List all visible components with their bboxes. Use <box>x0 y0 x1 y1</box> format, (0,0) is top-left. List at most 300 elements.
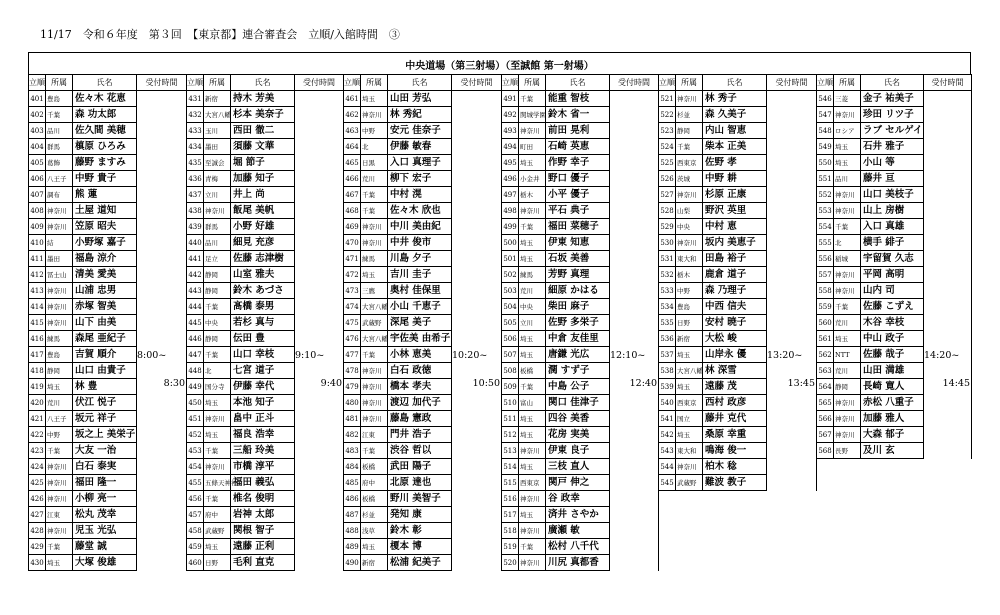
affiliation: 神奈川 <box>204 459 231 475</box>
order-number: 418 <box>29 363 46 379</box>
affiliation: 神奈川 <box>834 107 861 123</box>
affiliation: 神奈川 <box>519 555 546 571</box>
order-number: 473 <box>344 283 361 299</box>
affiliation: 墨田 <box>204 139 231 155</box>
order-number: 530 <box>659 235 676 251</box>
affiliation: 荒川 <box>46 395 73 411</box>
participant-name <box>546 459 610 475</box>
affiliation: 神奈川 <box>46 203 73 219</box>
order-number: 453 <box>187 443 204 459</box>
venue-frame <box>28 52 971 74</box>
participant-name <box>231 443 295 459</box>
order-number: 531 <box>659 251 676 267</box>
affiliation: 神奈川 <box>834 283 861 299</box>
participant-name <box>703 219 767 235</box>
affiliation: 神奈川 <box>46 315 73 331</box>
affiliation: 品川 <box>204 235 231 251</box>
participant-name-text: 及川 玄 <box>863 444 895 456</box>
affiliation: 葛飾 <box>46 155 73 171</box>
column-header-num: 立順 <box>187 75 204 91</box>
column-header-time: 受付時間 <box>610 75 659 91</box>
order-number: 533 <box>659 283 676 299</box>
participant-name-text: 小柳 亮一 <box>75 492 117 504</box>
participant-name <box>231 395 295 411</box>
affiliation: 町田 <box>519 139 546 155</box>
participant-name-text: 中島 公子 <box>548 380 590 392</box>
column-header-aff: 所属 <box>361 75 388 91</box>
participant-name-text: 中野 貴子 <box>75 172 117 184</box>
order-number: 526 <box>659 171 676 187</box>
affiliation: 西東京 <box>519 475 546 491</box>
participant-name <box>73 187 137 203</box>
participant-name-text: 白石 泰実 <box>75 460 117 472</box>
table-row <box>344 91 502 107</box>
affiliation: 埼玉 <box>46 379 73 395</box>
affiliation: 神奈川 <box>519 491 546 507</box>
order-number: 524 <box>659 139 676 155</box>
participant-name <box>703 267 767 283</box>
venue-title: 中央道場（第三射場）（至誠館 第一射場） <box>405 61 594 72</box>
affiliation: 大宮八幡 <box>204 107 231 123</box>
affiliation: 豊島 <box>46 91 73 107</box>
participant-name-text: 山口 美枝子 <box>863 188 914 200</box>
order-number: 423 <box>29 443 46 459</box>
participant-name-text: 土屋 道知 <box>75 204 117 216</box>
affiliation: 品川 <box>46 123 73 139</box>
order-number: 492 <box>502 107 519 123</box>
participant-name <box>546 523 610 539</box>
participant-name <box>388 315 452 331</box>
participant-name <box>388 539 452 555</box>
participant-name <box>231 235 295 251</box>
order-number: 458 <box>187 523 204 539</box>
affiliation: 神奈川 <box>834 187 861 203</box>
reception-start-time: 9:10~ <box>295 350 325 361</box>
participant-name <box>703 107 767 123</box>
participant-name-text: 遠藤 正利 <box>233 540 275 552</box>
affiliation: 群馬 <box>204 219 231 235</box>
participant-name-text: 佐藤 哉子 <box>863 348 905 360</box>
participant-name <box>73 283 137 299</box>
order-number: 422 <box>29 427 46 443</box>
affiliation: 荒川 <box>519 283 546 299</box>
affiliation: 埼玉 <box>519 235 546 251</box>
participant-name-text: 難波 教子 <box>705 476 747 488</box>
order-number: 468 <box>344 203 361 219</box>
affiliation: 神奈川 <box>519 443 546 459</box>
affiliation: 江東 <box>46 507 73 523</box>
participant-name-text: 伊東 知恵 <box>548 236 590 248</box>
order-number: 488 <box>344 523 361 539</box>
affiliation: 神奈川 <box>361 107 388 123</box>
affiliation: 埼玉 <box>361 91 388 107</box>
affiliation: ロシア <box>834 123 861 139</box>
affiliation: 神奈川 <box>834 395 861 411</box>
column-header-time: 受付時間 <box>295 75 344 91</box>
participant-name-text: 細原 かはる <box>548 284 599 296</box>
participant-name <box>73 475 137 491</box>
participant-name-text: 白石 政徳 <box>390 364 432 376</box>
reception-start-time: 12:10~ <box>610 350 646 361</box>
participant-name <box>231 507 295 523</box>
order-number: 436 <box>187 171 204 187</box>
participant-name <box>73 363 137 379</box>
column-header-num: 立順 <box>659 75 676 91</box>
order-number: 402 <box>29 107 46 123</box>
participant-name <box>861 219 924 235</box>
affiliation: 練馬 <box>361 251 388 267</box>
column-header-num: 立順 <box>817 75 834 91</box>
order-number: 483 <box>344 443 361 459</box>
affiliation: 練馬 <box>46 331 73 347</box>
order-number: 545 <box>659 475 676 491</box>
participant-name <box>231 251 295 267</box>
order-number: 512 <box>502 427 519 443</box>
participant-name <box>231 475 295 491</box>
affiliation: 千葉 <box>834 299 861 315</box>
order-number: 430 <box>29 555 46 571</box>
order-number: 419 <box>29 379 46 395</box>
participant-name <box>388 187 452 203</box>
order-number: 518 <box>502 523 519 539</box>
affiliation: 荒川 <box>361 171 388 187</box>
affiliation: 三菱 <box>834 91 861 107</box>
participant-name <box>73 315 137 331</box>
order-number: 401 <box>29 91 46 107</box>
affiliation: 埼玉 <box>834 155 861 171</box>
affiliation: 墨田 <box>46 251 73 267</box>
participant-name-text: 花房 実美 <box>548 428 590 440</box>
reception-start-time: 14:20~ <box>924 350 960 361</box>
affiliation: 西東京 <box>676 155 703 171</box>
participant-name-text: 横手 緋子 <box>863 236 905 248</box>
participant-name-text: 松村 八千代 <box>548 540 599 552</box>
participant-name-text: 宇留賀 久志 <box>863 252 914 264</box>
affiliation: 千葉 <box>46 443 73 459</box>
participant-name-text: 岩神 太郎 <box>233 508 275 520</box>
participant-name-text: 能重 智枝 <box>548 92 590 104</box>
order-number: 511 <box>502 411 519 427</box>
participant-name-text: 川尻 真都香 <box>548 556 599 568</box>
affiliation: 中野 <box>676 283 703 299</box>
participant-name <box>388 235 452 251</box>
affiliation: 神奈川 <box>676 91 703 107</box>
order-number: 432 <box>187 107 204 123</box>
participant-name <box>231 155 295 171</box>
participant-name-text: 福田 義弘 <box>233 476 275 488</box>
participant-name-text: 遠藤 茂 <box>705 380 737 392</box>
participant-name-text: 椎名 俊明 <box>233 492 275 504</box>
participant-name <box>703 427 767 443</box>
participant-name <box>73 347 137 363</box>
affiliation: 神奈川 <box>361 363 388 379</box>
participant-name <box>861 443 924 459</box>
participant-name-text: 山室 雅夫 <box>233 268 275 280</box>
participant-name-text: 関戸 伸之 <box>548 476 590 488</box>
affiliation: 埼玉 <box>361 539 388 555</box>
order-number: 546 <box>817 91 834 107</box>
order-number: 561 <box>817 331 834 347</box>
participant-name <box>231 539 295 555</box>
affiliation: 山梨 <box>676 203 703 219</box>
participant-name <box>231 427 295 443</box>
order-number: 413 <box>29 283 46 299</box>
order-number: 502 <box>502 267 519 283</box>
participant-name-text: 本池 知子 <box>233 396 275 408</box>
order-number: 427 <box>29 507 46 523</box>
affiliation: 千葉 <box>519 91 546 107</box>
order-number: 497 <box>502 187 519 203</box>
affiliation: 三鷹 <box>361 283 388 299</box>
order-number: 563 <box>817 363 834 379</box>
participant-name-text: 畠中 正斗 <box>233 412 275 424</box>
order-number: 471 <box>344 251 361 267</box>
participant-name <box>388 395 452 411</box>
order-number: 439 <box>187 219 204 235</box>
order-number: 486 <box>344 491 361 507</box>
order-number: 556 <box>817 251 834 267</box>
order-number: 507 <box>502 347 519 363</box>
affiliation: 千葉 <box>46 107 73 123</box>
column-header-aff: 所属 <box>676 75 703 91</box>
participant-name-text: 福良 浩幸 <box>233 428 275 440</box>
order-number: 405 <box>29 155 46 171</box>
affiliation: 杉並 <box>361 507 388 523</box>
participant-name <box>861 267 924 283</box>
order-number: 450 <box>187 395 204 411</box>
affiliation: 豊島 <box>676 299 703 315</box>
participant-name-text: 鹿倉 道子 <box>705 268 747 280</box>
participant-name <box>861 139 924 155</box>
column-header-time: 受付時間 <box>767 75 817 91</box>
participant-name-text: 石崎 英恵 <box>548 140 590 152</box>
participant-name <box>546 475 610 491</box>
order-number: 568 <box>817 443 834 459</box>
order-number: 505 <box>502 315 519 331</box>
affiliation: 小金井 <box>519 171 546 187</box>
participant-name <box>546 267 610 283</box>
affiliation: 千葉 <box>676 139 703 155</box>
participant-name <box>546 107 610 123</box>
order-number: 504 <box>502 299 519 315</box>
participant-name-text: 持木 芳美 <box>233 92 275 104</box>
order-number: 503 <box>502 283 519 299</box>
participant-name <box>231 123 295 139</box>
order-number: 537 <box>659 347 676 363</box>
participant-name-text: 杉本 美奈子 <box>233 108 284 120</box>
affiliation: 埼玉 <box>676 379 703 395</box>
participant-name <box>861 427 924 443</box>
order-number: 517 <box>502 507 519 523</box>
participant-name <box>861 347 924 363</box>
affiliation: 神奈川 <box>834 427 861 443</box>
participant-name <box>861 283 924 299</box>
order-number: 456 <box>187 491 204 507</box>
affiliation: 冨士山 <box>46 267 73 283</box>
participant-name <box>231 555 295 571</box>
affiliation: 神奈川 <box>834 411 861 427</box>
affiliation: 豊島 <box>46 347 73 363</box>
affiliation: 府中 <box>204 507 231 523</box>
order-number: 544 <box>659 459 676 475</box>
order-number: 410 <box>29 235 46 251</box>
participant-name <box>703 331 767 347</box>
affiliation: 中野 <box>46 427 73 443</box>
affiliation: 神奈川 <box>361 411 388 427</box>
participant-name-text: 三船 玲美 <box>233 444 275 456</box>
affiliation: 八王子 <box>46 171 73 187</box>
participant-name-text: 山口 由貴子 <box>75 364 126 376</box>
participant-name-text: 髙橋 泰男 <box>233 300 275 312</box>
order-number: 415 <box>29 315 46 331</box>
affiliation: 北 <box>834 235 861 251</box>
participant-name-text: 宇佐美 由希子 <box>390 332 451 344</box>
schedule-block <box>186 74 343 571</box>
participant-name-text: 野口 優子 <box>548 172 590 184</box>
participant-name-text: 毛利 直克 <box>233 556 275 568</box>
affiliation: 中央 <box>204 315 231 331</box>
participant-name-text: 鈴木 あづさ <box>233 284 284 296</box>
participant-name-text: 柳下 宏子 <box>390 172 432 184</box>
order-number: 554 <box>817 219 834 235</box>
order-number: 437 <box>187 187 204 203</box>
affiliation: 日野 <box>204 555 231 571</box>
table-row <box>817 91 972 107</box>
participant-name-text: 若杉 真与 <box>233 316 275 328</box>
order-number: 519 <box>502 539 519 555</box>
affiliation: 大宮八幡 <box>676 363 703 379</box>
order-number: 516 <box>502 491 519 507</box>
participant-name-text: 柏木 稔 <box>705 460 737 472</box>
order-number: 431 <box>187 91 204 107</box>
participant-name <box>546 379 610 395</box>
participant-name <box>861 107 924 123</box>
table-row <box>659 91 817 107</box>
participant-name-text: 川島 夕子 <box>390 252 432 264</box>
order-number: 482 <box>344 427 361 443</box>
participant-name-text: 山口 幸枝 <box>233 348 275 360</box>
participant-name-text: 長崎 寛人 <box>863 380 905 392</box>
participant-name-text: 済井 さやか <box>548 508 599 520</box>
affiliation: 板橋 <box>361 459 388 475</box>
order-number: 447 <box>187 347 204 363</box>
participant-name <box>73 251 137 267</box>
participant-name <box>388 107 452 123</box>
participant-name <box>388 443 452 459</box>
participant-name-text: 森尾 亜紀子 <box>75 332 126 344</box>
order-number: 469 <box>344 219 361 235</box>
participant-name-text: 作野 幸子 <box>548 156 590 168</box>
participant-name <box>388 139 452 155</box>
participant-name-text: 市橋 淳平 <box>233 460 275 472</box>
participant-name-text: 大塚 俊雄 <box>75 556 117 568</box>
participant-name <box>73 331 137 347</box>
participant-name <box>546 427 610 443</box>
order-number: 528 <box>659 203 676 219</box>
order-number: 525 <box>659 155 676 171</box>
participant-name-text: 西村 政彦 <box>705 396 747 408</box>
participant-name <box>703 283 767 299</box>
affiliation: 静岡 <box>834 379 861 395</box>
participant-name-text: 関根 智子 <box>233 524 275 536</box>
participant-name-text: 廣瀬 敏 <box>548 524 580 536</box>
affiliation: 関城学園 <box>519 107 546 123</box>
participant-name <box>546 155 610 171</box>
order-number: 446 <box>187 331 204 347</box>
participant-name <box>546 187 610 203</box>
affiliation: 神奈川 <box>519 523 546 539</box>
participant-name <box>231 411 295 427</box>
participant-name-text: 森 乃理子 <box>705 284 747 296</box>
order-number: 411 <box>29 251 46 267</box>
column-header-name: 氏名 <box>546 75 610 91</box>
participant-name <box>861 235 924 251</box>
participant-name-text: 内山 智恵 <box>705 124 747 136</box>
participant-name-text: 桑原 幸重 <box>705 428 747 440</box>
participant-name-text: 林 秀紀 <box>390 108 422 120</box>
participant-name-text: 野沢 英里 <box>705 204 747 216</box>
order-number: 448 <box>187 363 204 379</box>
participant-name-text: 小野 好雄 <box>233 220 275 232</box>
order-number: 536 <box>659 331 676 347</box>
order-number: 445 <box>187 315 204 331</box>
participant-name <box>546 331 610 347</box>
participant-name <box>231 203 295 219</box>
participant-name-text: 坂之上 美栄子 <box>75 428 136 440</box>
participant-name <box>73 443 137 459</box>
participant-name <box>231 219 295 235</box>
participant-name-text: 珍田 リツ子 <box>863 108 914 120</box>
participant-name <box>231 283 295 299</box>
affiliation: 大宮八幡 <box>361 331 388 347</box>
order-number: 501 <box>502 251 519 267</box>
participant-name-text: 加藤 雅人 <box>863 412 905 424</box>
order-number: 541 <box>659 411 676 427</box>
affiliation: 神奈川 <box>204 411 231 427</box>
order-number: 475 <box>344 315 361 331</box>
participant-name-text: 金子 祐美子 <box>863 92 914 104</box>
affiliation: 千葉 <box>361 347 388 363</box>
participant-name-text: 佐々木 欣也 <box>390 204 441 216</box>
affiliation: 埼玉 <box>204 427 231 443</box>
order-number: 454 <box>187 459 204 475</box>
participant-name <box>861 203 924 219</box>
affiliation: 埼玉 <box>361 267 388 283</box>
participant-name <box>388 411 452 427</box>
participant-name <box>703 187 767 203</box>
affiliation: 日野 <box>676 315 703 331</box>
participant-name <box>861 171 924 187</box>
order-number: 496 <box>502 171 519 187</box>
affiliation: 千葉 <box>519 379 546 395</box>
schedule-table <box>343 74 502 571</box>
participant-name <box>73 219 137 235</box>
participant-name-text: 藤井 亘 <box>863 172 895 184</box>
order-number: 416 <box>29 331 46 347</box>
affiliation: 神奈川 <box>361 379 388 395</box>
participant-name-text: 細見 充彦 <box>233 236 275 248</box>
order-number: 424 <box>29 459 46 475</box>
participant-name <box>73 427 137 443</box>
participant-name <box>703 155 767 171</box>
participant-name-text: 小野塚 嘉子 <box>75 236 126 248</box>
affiliation: 立川 <box>519 315 546 331</box>
participant-name-text: 槙原 ひろみ <box>75 140 126 152</box>
order-number: 435 <box>187 155 204 171</box>
table-row <box>29 91 187 107</box>
affiliation: 埼玉 <box>834 331 861 347</box>
table-row <box>502 91 659 107</box>
